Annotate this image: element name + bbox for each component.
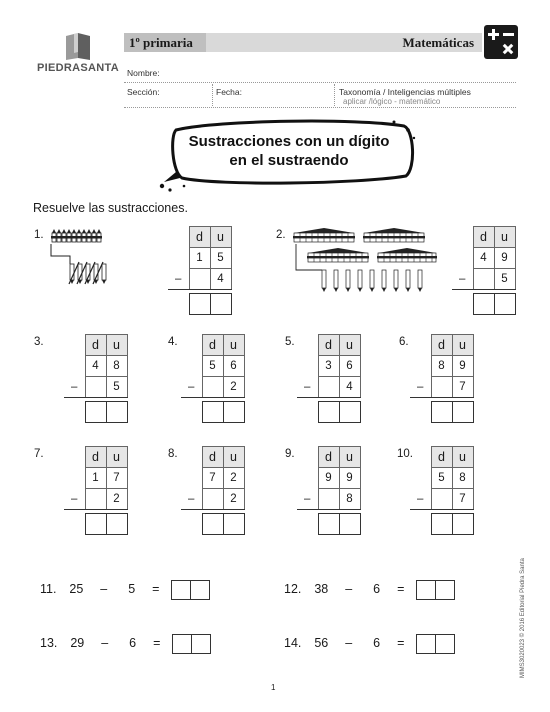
answer-units-box[interactable] bbox=[435, 580, 455, 600]
answer-tens-box[interactable] bbox=[431, 514, 452, 535]
units-header: u bbox=[452, 335, 473, 356]
subtrahend-units: 2 bbox=[106, 489, 127, 510]
tens-header: d bbox=[431, 335, 452, 356]
subject-label: Matemáticas bbox=[402, 35, 474, 50]
units-header: u bbox=[339, 335, 360, 356]
subtrahend-tens bbox=[202, 377, 223, 398]
copyright-note: MIMS3020023 © 2016 Editorial Piedra Santa bbox=[520, 558, 526, 678]
subtrahend-units: 5 bbox=[106, 377, 127, 398]
answer-units-box[interactable] bbox=[223, 402, 244, 423]
minus-sign: – bbox=[168, 269, 189, 290]
minus-sign: – bbox=[297, 489, 318, 510]
subtrahend-tens bbox=[318, 489, 339, 510]
minuend-tens: 9 bbox=[318, 468, 339, 489]
grade-label: 1º primaria bbox=[124, 33, 206, 52]
minus-sign: – bbox=[452, 269, 473, 290]
answer-tens-box[interactable] bbox=[473, 294, 494, 315]
equation-number: 12. bbox=[284, 582, 302, 597]
minuend: 38 bbox=[314, 582, 329, 597]
tens-header: d bbox=[202, 335, 223, 356]
equals-sign: = bbox=[397, 636, 405, 651]
page-number: 1 bbox=[271, 683, 276, 692]
tens-header: d bbox=[85, 335, 106, 356]
minuend-units: 9 bbox=[494, 248, 515, 269]
tens-units-illustration bbox=[292, 226, 438, 300]
exercise-number: 10. bbox=[397, 448, 413, 460]
subtrahend-tens bbox=[431, 489, 452, 510]
tens-header: d bbox=[189, 227, 210, 248]
answer-units-box[interactable] bbox=[452, 514, 473, 535]
brand-name: PIEDRASANTA bbox=[37, 62, 119, 74]
minus-sign: – bbox=[410, 377, 431, 398]
answer-units-box[interactable] bbox=[106, 402, 127, 423]
subtraction-table-2 bbox=[452, 226, 516, 315]
subtrahend-tens bbox=[318, 377, 339, 398]
minuend-units: 5 bbox=[210, 248, 231, 269]
units-header: u bbox=[106, 447, 127, 468]
units-header: u bbox=[223, 335, 244, 356]
seccion-label: Sección: bbox=[127, 87, 160, 97]
minuend-tens: 4 bbox=[473, 248, 494, 269]
answer-units-box[interactable] bbox=[210, 294, 231, 315]
minus-sign: – bbox=[64, 489, 85, 510]
minus-sign: – bbox=[181, 377, 202, 398]
minuend-tens: 1 bbox=[189, 248, 210, 269]
equation-12 bbox=[284, 580, 455, 600]
equation-13 bbox=[40, 634, 211, 654]
subtraction-table-7 bbox=[64, 446, 128, 535]
equals-sign: = bbox=[152, 582, 160, 597]
exercise-number: 4. bbox=[168, 336, 178, 348]
minuend: 56 bbox=[314, 636, 329, 651]
minuend-units: 9 bbox=[452, 356, 473, 377]
tens-header: d bbox=[85, 447, 106, 468]
subtrahend-tens bbox=[85, 489, 106, 510]
minuend-units: 6 bbox=[339, 356, 360, 377]
exercise-number: 5. bbox=[285, 336, 295, 348]
exercise-number: 1. bbox=[34, 229, 44, 241]
title-banner bbox=[158, 116, 420, 194]
header-bar bbox=[124, 33, 482, 52]
answer-tens-box[interactable] bbox=[172, 634, 192, 654]
subtraction-table-4 bbox=[181, 334, 245, 423]
equation-number: 14. bbox=[284, 636, 302, 651]
answer-tens-box[interactable] bbox=[85, 514, 106, 535]
answer-tens-box[interactable] bbox=[85, 402, 106, 423]
answer-tens-box[interactable] bbox=[202, 402, 223, 423]
subtrahend-tens bbox=[85, 377, 106, 398]
subtrahend-units: 5 bbox=[494, 269, 515, 290]
minuend-units: 6 bbox=[223, 356, 244, 377]
equation-number: 13. bbox=[40, 636, 58, 651]
nombre-label: Nombre: bbox=[127, 68, 160, 78]
minuend-tens: 1 bbox=[85, 468, 106, 489]
units-header: u bbox=[210, 227, 231, 248]
answer-units-box[interactable] bbox=[452, 402, 473, 423]
tens-units-illustration bbox=[50, 226, 116, 288]
equation-14 bbox=[284, 634, 455, 654]
exercise-number: 7. bbox=[34, 448, 44, 460]
answer-tens-box[interactable] bbox=[202, 514, 223, 535]
minuend-units: 8 bbox=[452, 468, 473, 489]
minuend-tens: 8 bbox=[431, 356, 452, 377]
exercise-number: 3. bbox=[34, 336, 44, 348]
brand-logo bbox=[30, 30, 126, 74]
subtrahend-units: 2 bbox=[223, 489, 244, 510]
answer-tens-box[interactable] bbox=[171, 580, 191, 600]
divider bbox=[212, 84, 213, 106]
answer-units-box[interactable] bbox=[106, 514, 127, 535]
subtraction-table-3 bbox=[64, 334, 128, 423]
minus-sign: – bbox=[345, 636, 353, 651]
answer-units-box[interactable] bbox=[494, 294, 515, 315]
subtrahend-units: 7 bbox=[452, 377, 473, 398]
book-logo-icon bbox=[30, 30, 126, 60]
answer-units-box[interactable] bbox=[191, 634, 211, 654]
subtrahend-tens bbox=[431, 377, 452, 398]
units-header: u bbox=[106, 335, 127, 356]
answer-tens-box[interactable] bbox=[189, 294, 210, 315]
answer-tens-box[interactable] bbox=[416, 634, 436, 654]
units-header: u bbox=[339, 447, 360, 468]
exercise-number: 6. bbox=[399, 336, 409, 348]
answer-tens-box[interactable] bbox=[416, 580, 436, 600]
tens-header: d bbox=[431, 447, 452, 468]
instruction-text: Resuelve las sustracciones. bbox=[33, 201, 188, 215]
minus-sign: – bbox=[410, 489, 431, 510]
title-line-2: en el sustraendo bbox=[229, 152, 349, 169]
pencil-bundle-icon bbox=[292, 226, 438, 300]
subtraction-table-1 bbox=[168, 226, 232, 315]
pencil-bundle-icon bbox=[50, 226, 116, 288]
divider bbox=[334, 84, 335, 106]
subtraction-table-8 bbox=[181, 446, 245, 535]
subtrahend: 6 bbox=[129, 636, 137, 651]
fecha-label: Fecha: bbox=[216, 87, 242, 97]
minus-sign: – bbox=[100, 582, 108, 597]
minuend-units: 8 bbox=[106, 356, 127, 377]
minus-sign: – bbox=[345, 582, 353, 597]
worksheet-title bbox=[158, 132, 420, 170]
minus-sign: – bbox=[297, 377, 318, 398]
exercise-number: 8. bbox=[168, 448, 178, 460]
minuend-units: 7 bbox=[106, 468, 127, 489]
equals-sign: = bbox=[397, 582, 405, 597]
answer-tens-box[interactable] bbox=[318, 514, 339, 535]
math-operations-icon bbox=[484, 25, 518, 59]
title-line-1: Sustracciones con un dígito bbox=[188, 133, 390, 150]
equation-11 bbox=[40, 580, 210, 600]
subtrahend-units: 4 bbox=[339, 377, 360, 398]
taxonomy-value: aplicar /lógico - matemático bbox=[343, 97, 441, 106]
minuend-units: 9 bbox=[339, 468, 360, 489]
tens-header: d bbox=[202, 447, 223, 468]
minuend-tens: 7 bbox=[202, 468, 223, 489]
tens-header: d bbox=[318, 335, 339, 356]
units-header: u bbox=[452, 447, 473, 468]
tens-header: d bbox=[473, 227, 494, 248]
subtrahend-tens bbox=[473, 269, 494, 290]
equals-sign: = bbox=[153, 636, 161, 651]
subtrahend: 6 bbox=[373, 582, 381, 597]
section-line bbox=[124, 107, 516, 108]
subtrahend-units: 2 bbox=[223, 377, 244, 398]
answer-units-box[interactable] bbox=[339, 402, 360, 423]
subtrahend-tens bbox=[189, 269, 210, 290]
minus-sign: – bbox=[181, 489, 202, 510]
minuend: 29 bbox=[70, 636, 85, 651]
minuend-units: 2 bbox=[223, 468, 244, 489]
minus-sign: – bbox=[64, 377, 85, 398]
minuend-tens: 5 bbox=[431, 468, 452, 489]
equation-number: 11. bbox=[40, 582, 57, 597]
exercise-number: 2. bbox=[276, 229, 286, 241]
subtrahend-units: 7 bbox=[452, 489, 473, 510]
subtraction-table-5 bbox=[297, 334, 361, 423]
minuend-tens: 4 bbox=[85, 356, 106, 377]
subtraction-table-6 bbox=[410, 334, 474, 423]
taxonomy-label: Taxonomía / Inteligencias múltiples bbox=[339, 87, 471, 97]
answer-units-box[interactable] bbox=[339, 514, 360, 535]
subtrahend: 6 bbox=[373, 636, 381, 651]
subtraction-table-10 bbox=[410, 446, 474, 535]
answer-units-box[interactable] bbox=[435, 634, 455, 654]
answer-units-box[interactable] bbox=[223, 514, 244, 535]
answer-tens-box[interactable] bbox=[318, 402, 339, 423]
answer-units-box[interactable] bbox=[190, 580, 210, 600]
minuend-tens: 3 bbox=[318, 356, 339, 377]
units-header: u bbox=[223, 447, 244, 468]
units-header: u bbox=[494, 227, 515, 248]
tens-header: d bbox=[318, 447, 339, 468]
nombre-line[interactable] bbox=[124, 82, 516, 83]
subtrahend-tens bbox=[202, 489, 223, 510]
subtrahend: 5 bbox=[128, 582, 136, 597]
minuend: 25 bbox=[69, 582, 84, 597]
subtraction-table-9 bbox=[297, 446, 361, 535]
exercise-number: 9. bbox=[285, 448, 295, 460]
minuend-tens: 5 bbox=[202, 356, 223, 377]
subtrahend-units: 8 bbox=[339, 489, 360, 510]
minus-sign: – bbox=[101, 636, 109, 651]
subtrahend-units: 4 bbox=[210, 269, 231, 290]
answer-tens-box[interactable] bbox=[431, 402, 452, 423]
